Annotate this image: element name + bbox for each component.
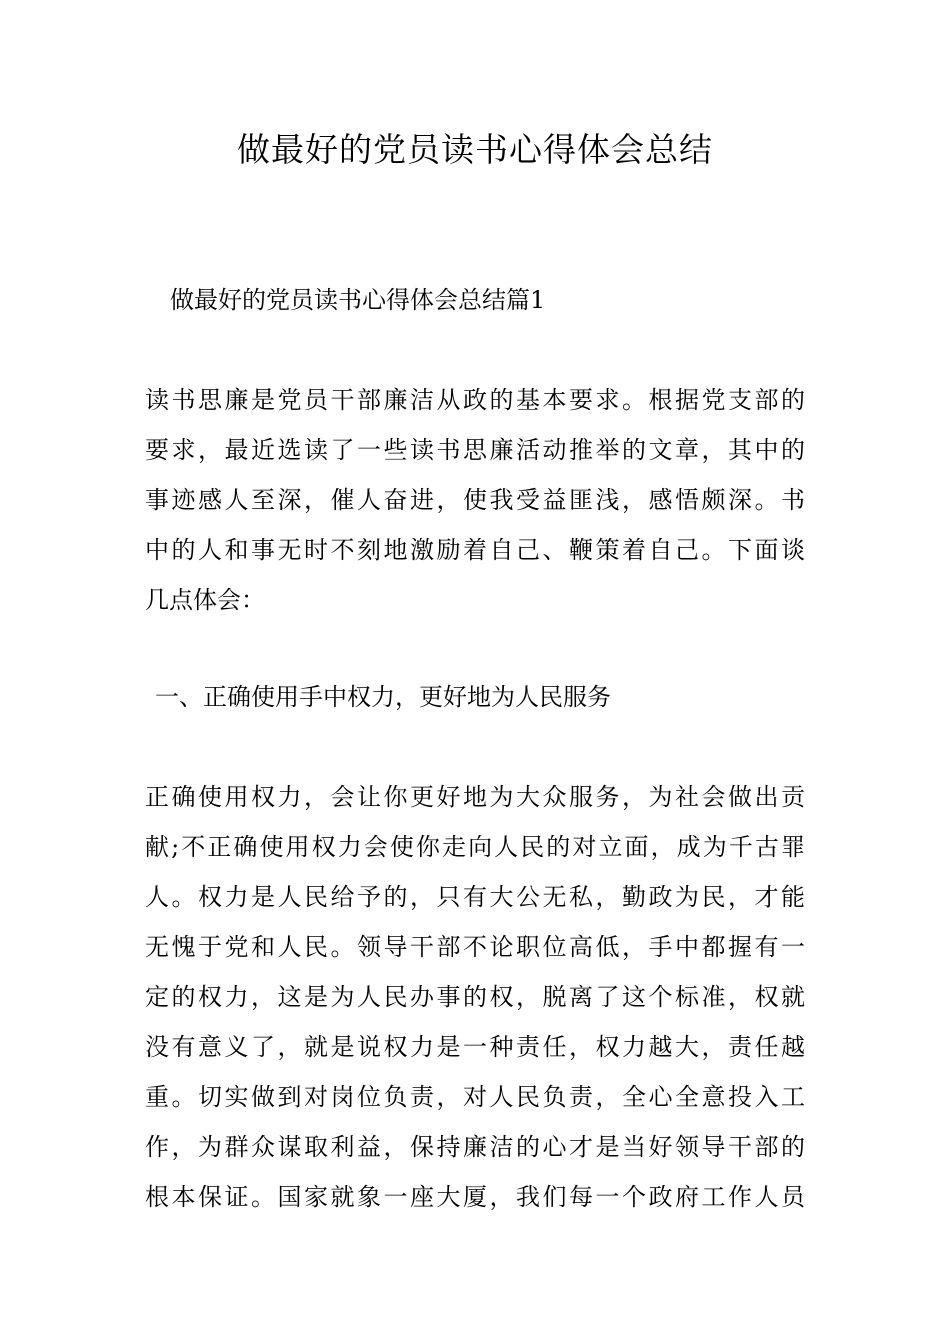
paragraph-line: 没有意义了，就是说权力是一种责任，权力越大，责任越 [145, 1033, 805, 1061]
paragraph-line: 要求，最近选读了一些读书思廉活动推举的文章，其中的 [145, 436, 805, 464]
paragraph-line: 人。权力是人民给予的，只有大公无私，勤政为民，才能 [145, 883, 805, 911]
paragraph-line: 事迹感人至深，催人奋进，使我受益匪浅，感悟颇深。书 [145, 486, 805, 514]
paragraph-line: 无愧于党和人民。领导干部不论职位高低，手中都握有一 [145, 933, 805, 961]
paragraph-line: 正确使用权力，会让你更好地为大众服务，为社会做出贡 [145, 783, 805, 811]
paragraph-line: 重。切实做到对岗位负责，对人民负责，全心全意投入工 [145, 1083, 805, 1111]
paragraph-line: 几点体会： [145, 586, 265, 614]
paragraph-line: 作，为群众谋取利益，保持廉洁的心才是当好领导干部的 [145, 1133, 805, 1161]
paragraph-line: 中的人和事无时不刻地激励着自己、鞭策着自己。下面谈 [145, 536, 805, 564]
paragraph-line: 献;不正确使用权力会使你走向人民的对立面，成为千古罪 [145, 833, 805, 861]
paragraph-power [145, 772, 805, 1222]
section-heading: 一、正确使用手中权力，更好地为人民服务 [155, 683, 611, 711]
section-subtitle: 做最好的党员读书心得体会总结篇1 [170, 286, 546, 314]
paragraph-intro [145, 375, 805, 625]
paragraph-line: 读书思廉是党员干部廉洁从政的基本要求。根据党支部的 [145, 386, 805, 414]
paragraph-line: 根本保证。国家就象一座大厦，我们每一个政府工作人员 [145, 1183, 805, 1211]
document-title: 做最好的党员读书心得体会总结 [237, 130, 713, 169]
paragraph-line: 定的权力，这是为人民办事的权，脱离了这个标准，权就 [145, 983, 805, 1011]
